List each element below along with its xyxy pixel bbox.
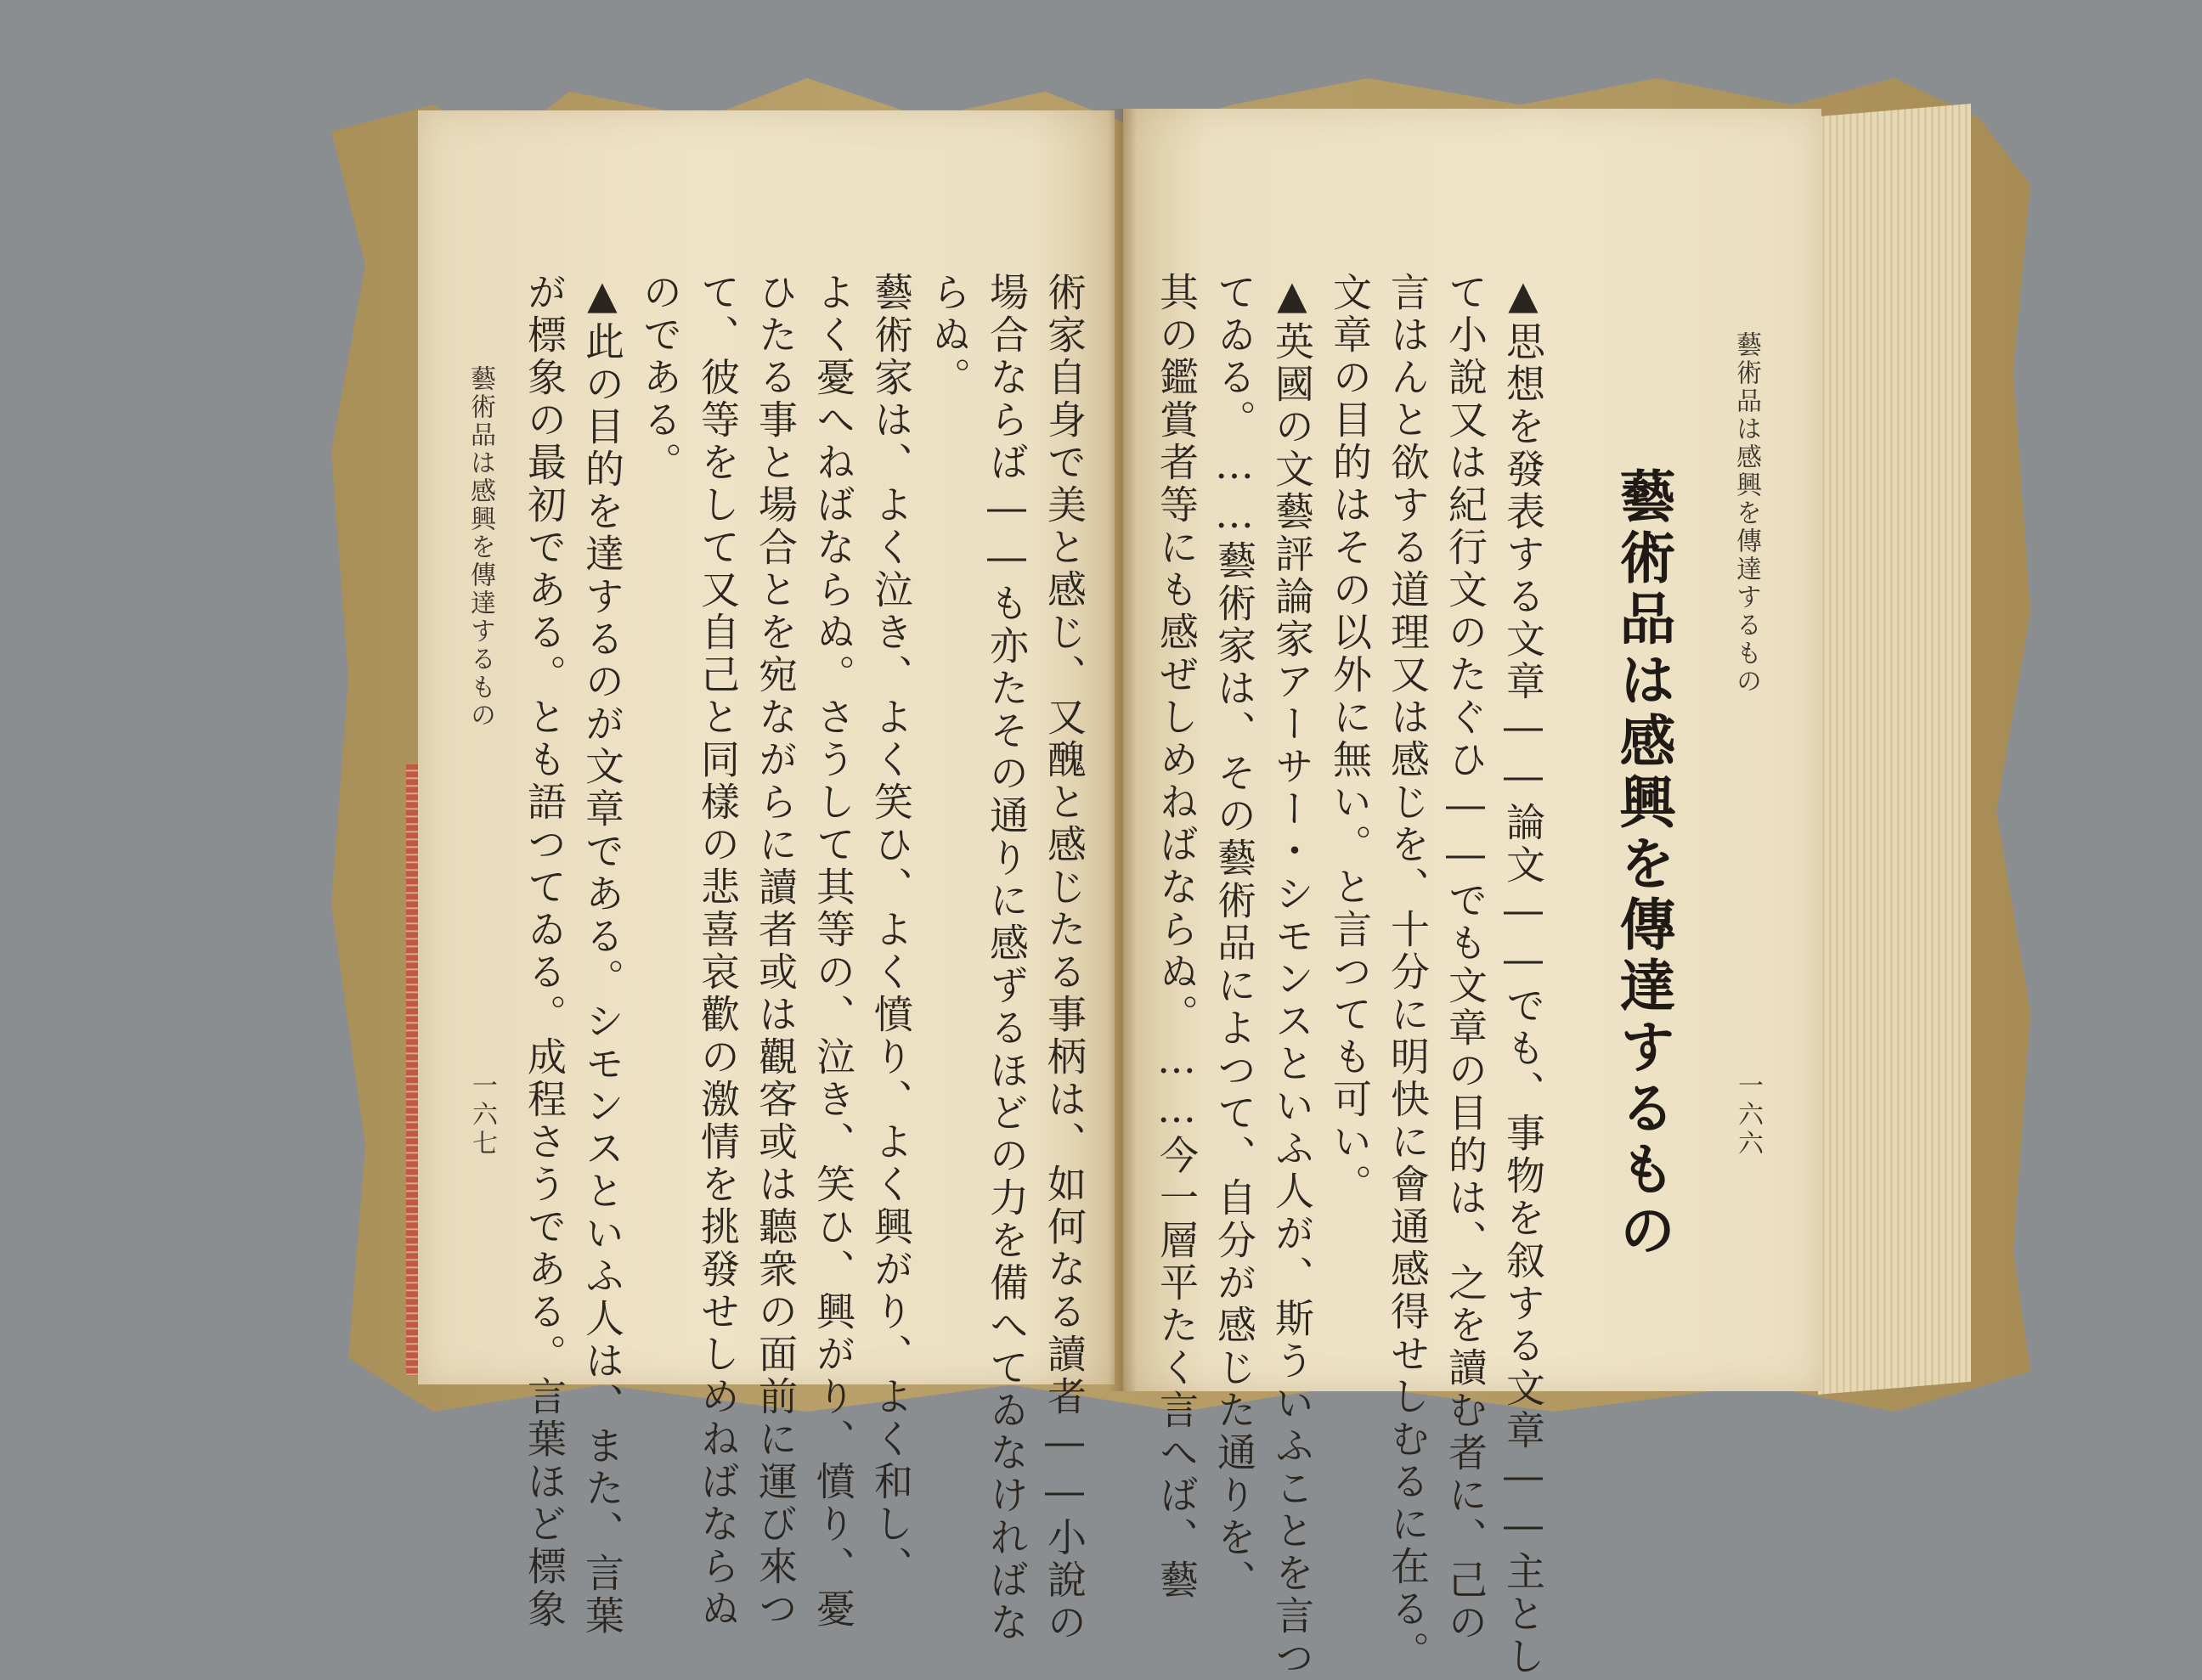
left-line-5: よく憂へねばならぬ。さうして其等の、泣き、笑ひ、興がり、憤り、憂 [810,272,856,1631]
right-line-3: 言はんと欲する道理又は感じを、十分に明快に會通感得せしむるに在る。 [1385,272,1431,1673]
left-line-6: ひたる事と場合とを宛ながらに讀者或は觀客或は聽衆の面前に運び來つ [753,272,799,1631]
right-line-7: 其の鑑賞者等にも感ぜしめねばならぬ。……今一層平たく言へば、藝 [1154,272,1200,1602]
page-edges [1818,104,1971,1395]
left-line-10: が標象の最初である。とも語つてゐる。成程さうである。言葉ほど標象 [522,272,567,1631]
left-line-7: て、彼等をして又自己と同樣の悲喜哀歡の激情を挑發せしめねばならぬ [695,272,741,1631]
chapter-title: 藝術品は感興を傳達するもの [1610,467,1675,1262]
right-line-6: てゐる。……藝術家は、その藝術品によつて、自分が感じた通りを、 [1211,272,1257,1602]
right-line-4: 文章の目的はその以外に無い。と言つても可い。 [1327,272,1373,1206]
left-line-4: 藝術家は、よく泣き、よく笑ひ、よく憤り、よく興がり、よく和し、 [868,272,914,1588]
left-line-8: のである。 [637,272,683,484]
right-line-5: ▲英國の文藝評論家アーサー・シモンスといふ人が、斯ういふことを言つ [1269,272,1315,1680]
book-gutter [1108,109,1137,1391]
right-page-number: 一六六 [1733,1072,1763,1159]
left-line-3: らぬ。 [926,272,972,399]
left-running-header: 藝術品は感興を傳達するもの [466,365,495,730]
right-line-2: て小說又は紀行文のたぐひ――でも文章の目的は、之を讀む者に、己の [1443,272,1488,1644]
right-running-header: 藝術品は感興を傳達するもの [1731,331,1761,696]
left-line-2: 場合ならば――も亦たその通りに感ずるほどの力を備へてゐなければな [984,272,1030,1644]
left-page-number: 一六七 [467,1072,497,1159]
left-line-9: ▲此の目的を達するのが文章である。シモンスといふ人は、また、言葉 [579,272,625,1638]
right-line-1: ▲思想を發表する文章――論文――でも、事物を叙する文章――主とし [1500,272,1546,1678]
left-line-1: 術家自身で美と感じ、又醜と感じたる事柄は、如何なる讀者――小說の [1042,272,1087,1644]
